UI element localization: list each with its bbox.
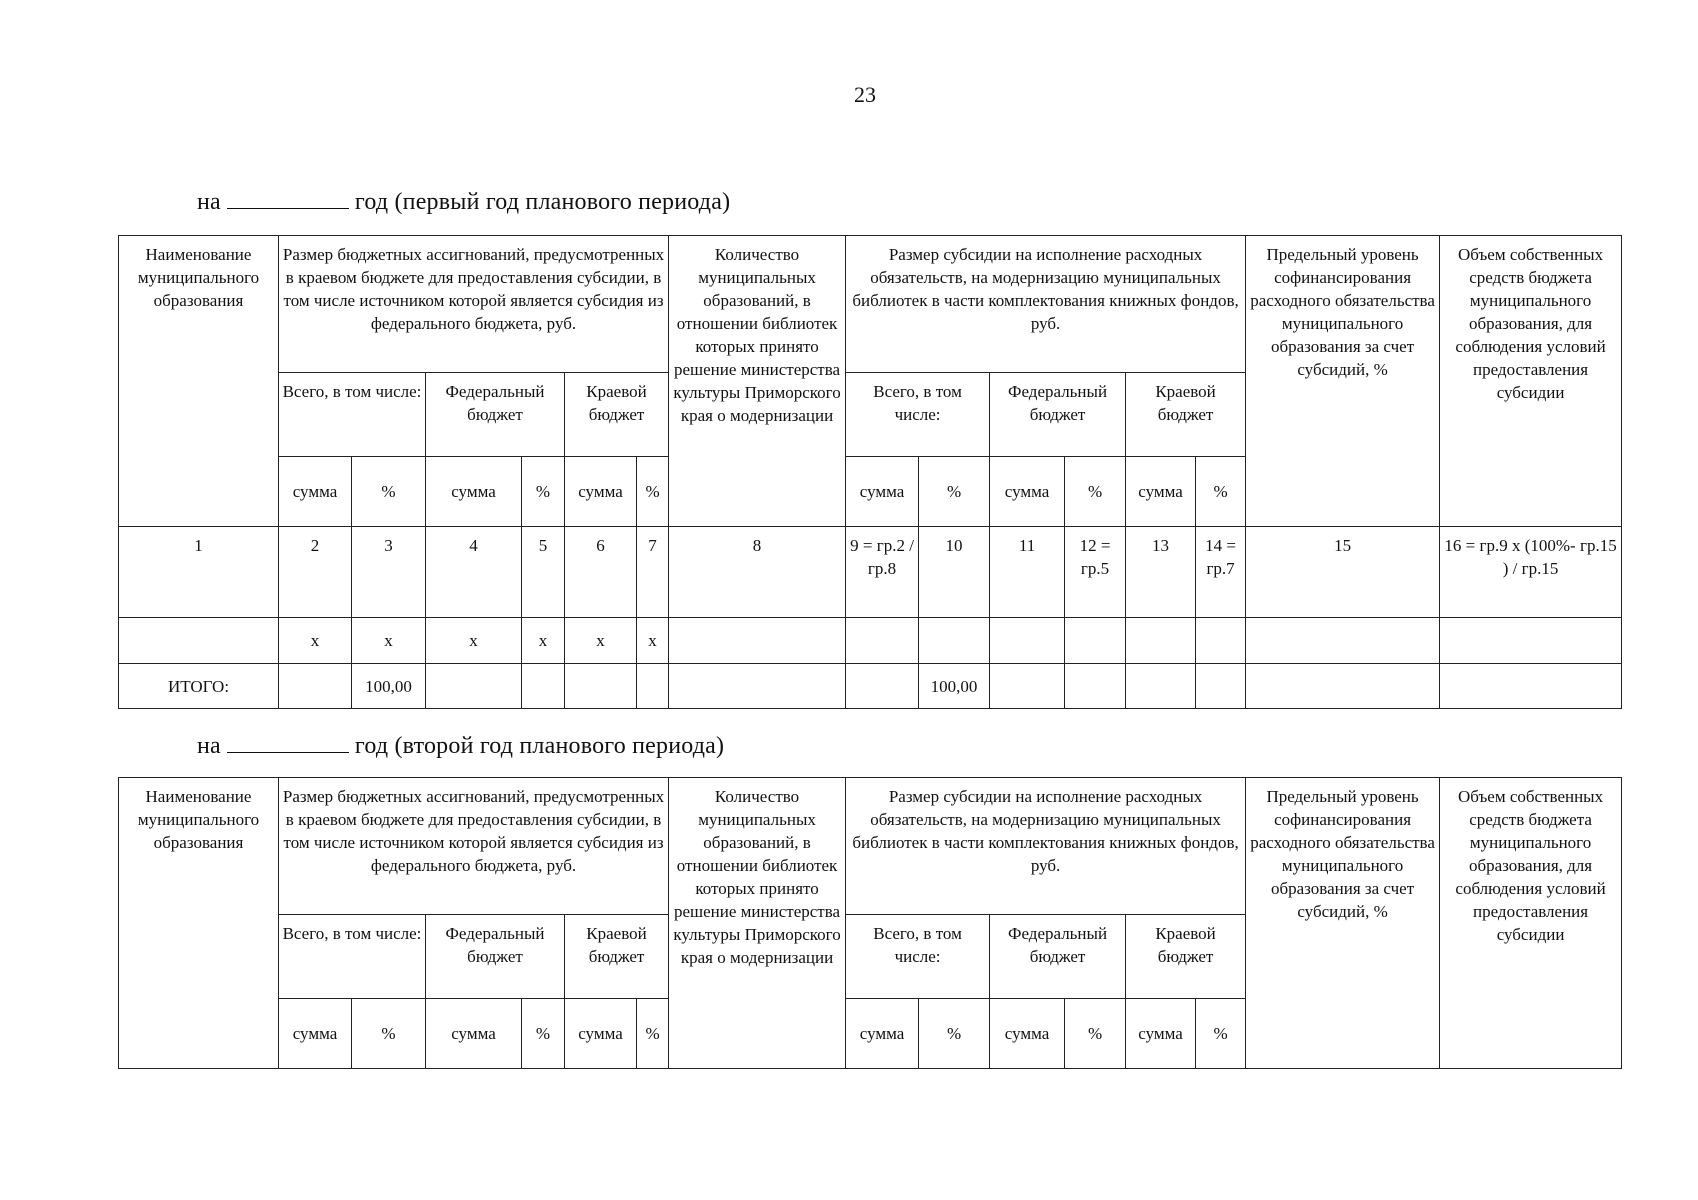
column-number-cell: 7 [637,527,669,618]
header-percent: % [1065,457,1126,527]
section-heading-first-year [197,188,730,216]
header-subsidy-amount: Размер субсидии на исполнение расходных обязательств, на модернизацию муниципальных библиотек в части комплектования книжных фондов, руб. [846,236,1246,373]
page-number: 23 [854,82,876,107]
header-sum: сумма [565,457,637,527]
column-number-cell: 8 [669,527,846,618]
section-heading-second-year [197,732,724,760]
column-number-cell: 1 [119,527,279,618]
total-cell [1196,664,1246,709]
data-cell [669,618,846,664]
header-sum: сумма [279,457,352,527]
total-cell [637,664,669,709]
header-municipality-count: Количество муниципальных образований, в отношении библиотек которых принято решение министерства культуры Приморского края о модернизации [669,778,846,1069]
header-total-including: Всего, в том числе: [279,373,426,457]
column-number-cell: 15 [1246,527,1440,618]
heading-prefix: на [197,189,221,215]
heading-suffix: год (второй год планового периода) [354,733,725,759]
header-percent: % [352,457,426,527]
header-percent: % [1065,999,1126,1069]
header-percent: % [637,457,669,527]
total-cell [565,664,637,709]
data-cell [990,618,1065,664]
column-number-cell: 4 [426,527,522,618]
subsidy-table-second-year [118,777,1622,1069]
data-cell [1246,618,1440,664]
column-number-row [119,527,1622,618]
header-sum: сумма [846,999,919,1069]
total-cell [1065,664,1126,709]
header-sum: сумма [1126,999,1196,1069]
column-number-cell: 12 = гр.5 [1065,527,1126,618]
data-cell: х [352,618,426,664]
header-regional-budget: Краевой бюджет [1126,373,1246,457]
header-municipality-name: Наименование муниципального образования [119,778,279,1069]
heading-suffix: год (первый год планового периода) [354,189,731,215]
header-municipality-count: Количество муниципальных образований, в отношении библиотек которых принято решение министерства культуры Приморского края о модернизации [669,236,846,527]
header-cofinancing-level: Предельный уровень софинансирования расходного обязательства муниципального образования за счет субсидий, % [1246,778,1440,1069]
total-cell [1126,664,1196,709]
total-row [119,664,1622,709]
header-total-including: Всего, в том числе: [279,915,426,999]
column-number-cell: 13 [1126,527,1196,618]
total-cell [522,664,565,709]
header-municipality-name: Наименование муниципального образования [119,236,279,527]
year-blank-line [227,188,349,209]
data-cell: х [637,618,669,664]
header-subsidy-amount: Размер субсидии на исполнение расходных обязательств, на модернизацию муниципальных библиотек в части комплектования книжных фондов, руб. [846,778,1246,915]
data-cell: х [279,618,352,664]
header-percent: % [1196,457,1246,527]
header-sum: сумма [565,999,637,1069]
column-number-cell: 11 [990,527,1065,618]
header-percent: % [522,999,565,1069]
subsidy-table-first-year [118,235,1622,709]
header-total-including: Всего, в том числе: [846,373,990,457]
header-budget-allocations: Размер бюджетных ассигнований, предусмотренных в краевом бюджете для предоставления субсидии, в том числе источником которой является субсидия из федерального бюджета, руб. [279,778,669,915]
header-sum: сумма [279,999,352,1069]
total-cell [669,664,846,709]
header-total-including: Всего, в том числе: [846,915,990,999]
header-federal-budget: Федеральный бюджет [426,915,565,999]
total-cell [426,664,522,709]
header-federal-budget: Федеральный бюджет [426,373,565,457]
total-cell [279,664,352,709]
column-number-cell: 10 [919,527,990,618]
total-cell: 100,00 [352,664,426,709]
header-budget-allocations: Размер бюджетных ассигнований, предусмотренных в краевом бюджете для предоставления субсидии, в том числе источником которой является субсидия из федерального бюджета, руб. [279,236,669,373]
total-cell: 100,00 [919,664,990,709]
column-number-cell: 9 = гр.2 / гр.8 [846,527,919,618]
header-sum: сумма [846,457,919,527]
header-own-funds-volume: Объем собственных средств бюджета муниципального образования, для соблюдения условий предоставления субсидии [1440,236,1622,527]
header-percent: % [919,457,990,527]
column-number-cell: 16 = гр.9 х (100%- гр.15 ) / гр.15 [1440,527,1622,618]
data-cell [846,618,919,664]
data-cell: х [565,618,637,664]
header-federal-budget: Федеральный бюджет [990,915,1126,999]
column-number-cell: 3 [352,527,426,618]
column-number-cell: 6 [565,527,637,618]
header-sum: сумма [426,999,522,1069]
header-sum: сумма [990,457,1065,527]
header-regional-budget: Краевой бюджет [565,373,669,457]
column-number-cell: 14 = гр.7 [1196,527,1246,618]
header-sum: сумма [426,457,522,527]
heading-prefix: на [197,733,221,759]
data-cell [119,618,279,664]
data-cell [1196,618,1246,664]
column-number-cell: 5 [522,527,565,618]
header-percent: % [1196,999,1246,1069]
header-federal-budget: Федеральный бюджет [990,373,1126,457]
header-percent: % [522,457,565,527]
data-cell [1126,618,1196,664]
data-cell [1065,618,1126,664]
total-cell [1440,664,1622,709]
total-label: ИТОГО: [119,664,279,709]
header-percent: % [919,999,990,1069]
year-blank-line [227,732,349,753]
total-cell [1246,664,1440,709]
data-cell: х [522,618,565,664]
header-percent: % [637,999,669,1069]
data-cell [919,618,990,664]
data-cell: х [426,618,522,664]
header-percent: % [352,999,426,1069]
header-sum: сумма [1126,457,1196,527]
total-cell [990,664,1065,709]
header-cofinancing-level: Предельный уровень софинансирования расходного обязательства муниципального образования за счет субсидий, % [1246,236,1440,527]
header-regional-budget: Краевой бюджет [565,915,669,999]
header-regional-budget: Краевой бюджет [1126,915,1246,999]
municipality-data-row [119,618,1622,664]
data-cell [1440,618,1622,664]
header-own-funds-volume: Объем собственных средств бюджета муниципального образования, для соблюдения условий предоставления субсидии [1440,778,1622,1069]
total-cell [846,664,919,709]
header-sum: сумма [990,999,1065,1069]
column-number-cell: 2 [279,527,352,618]
